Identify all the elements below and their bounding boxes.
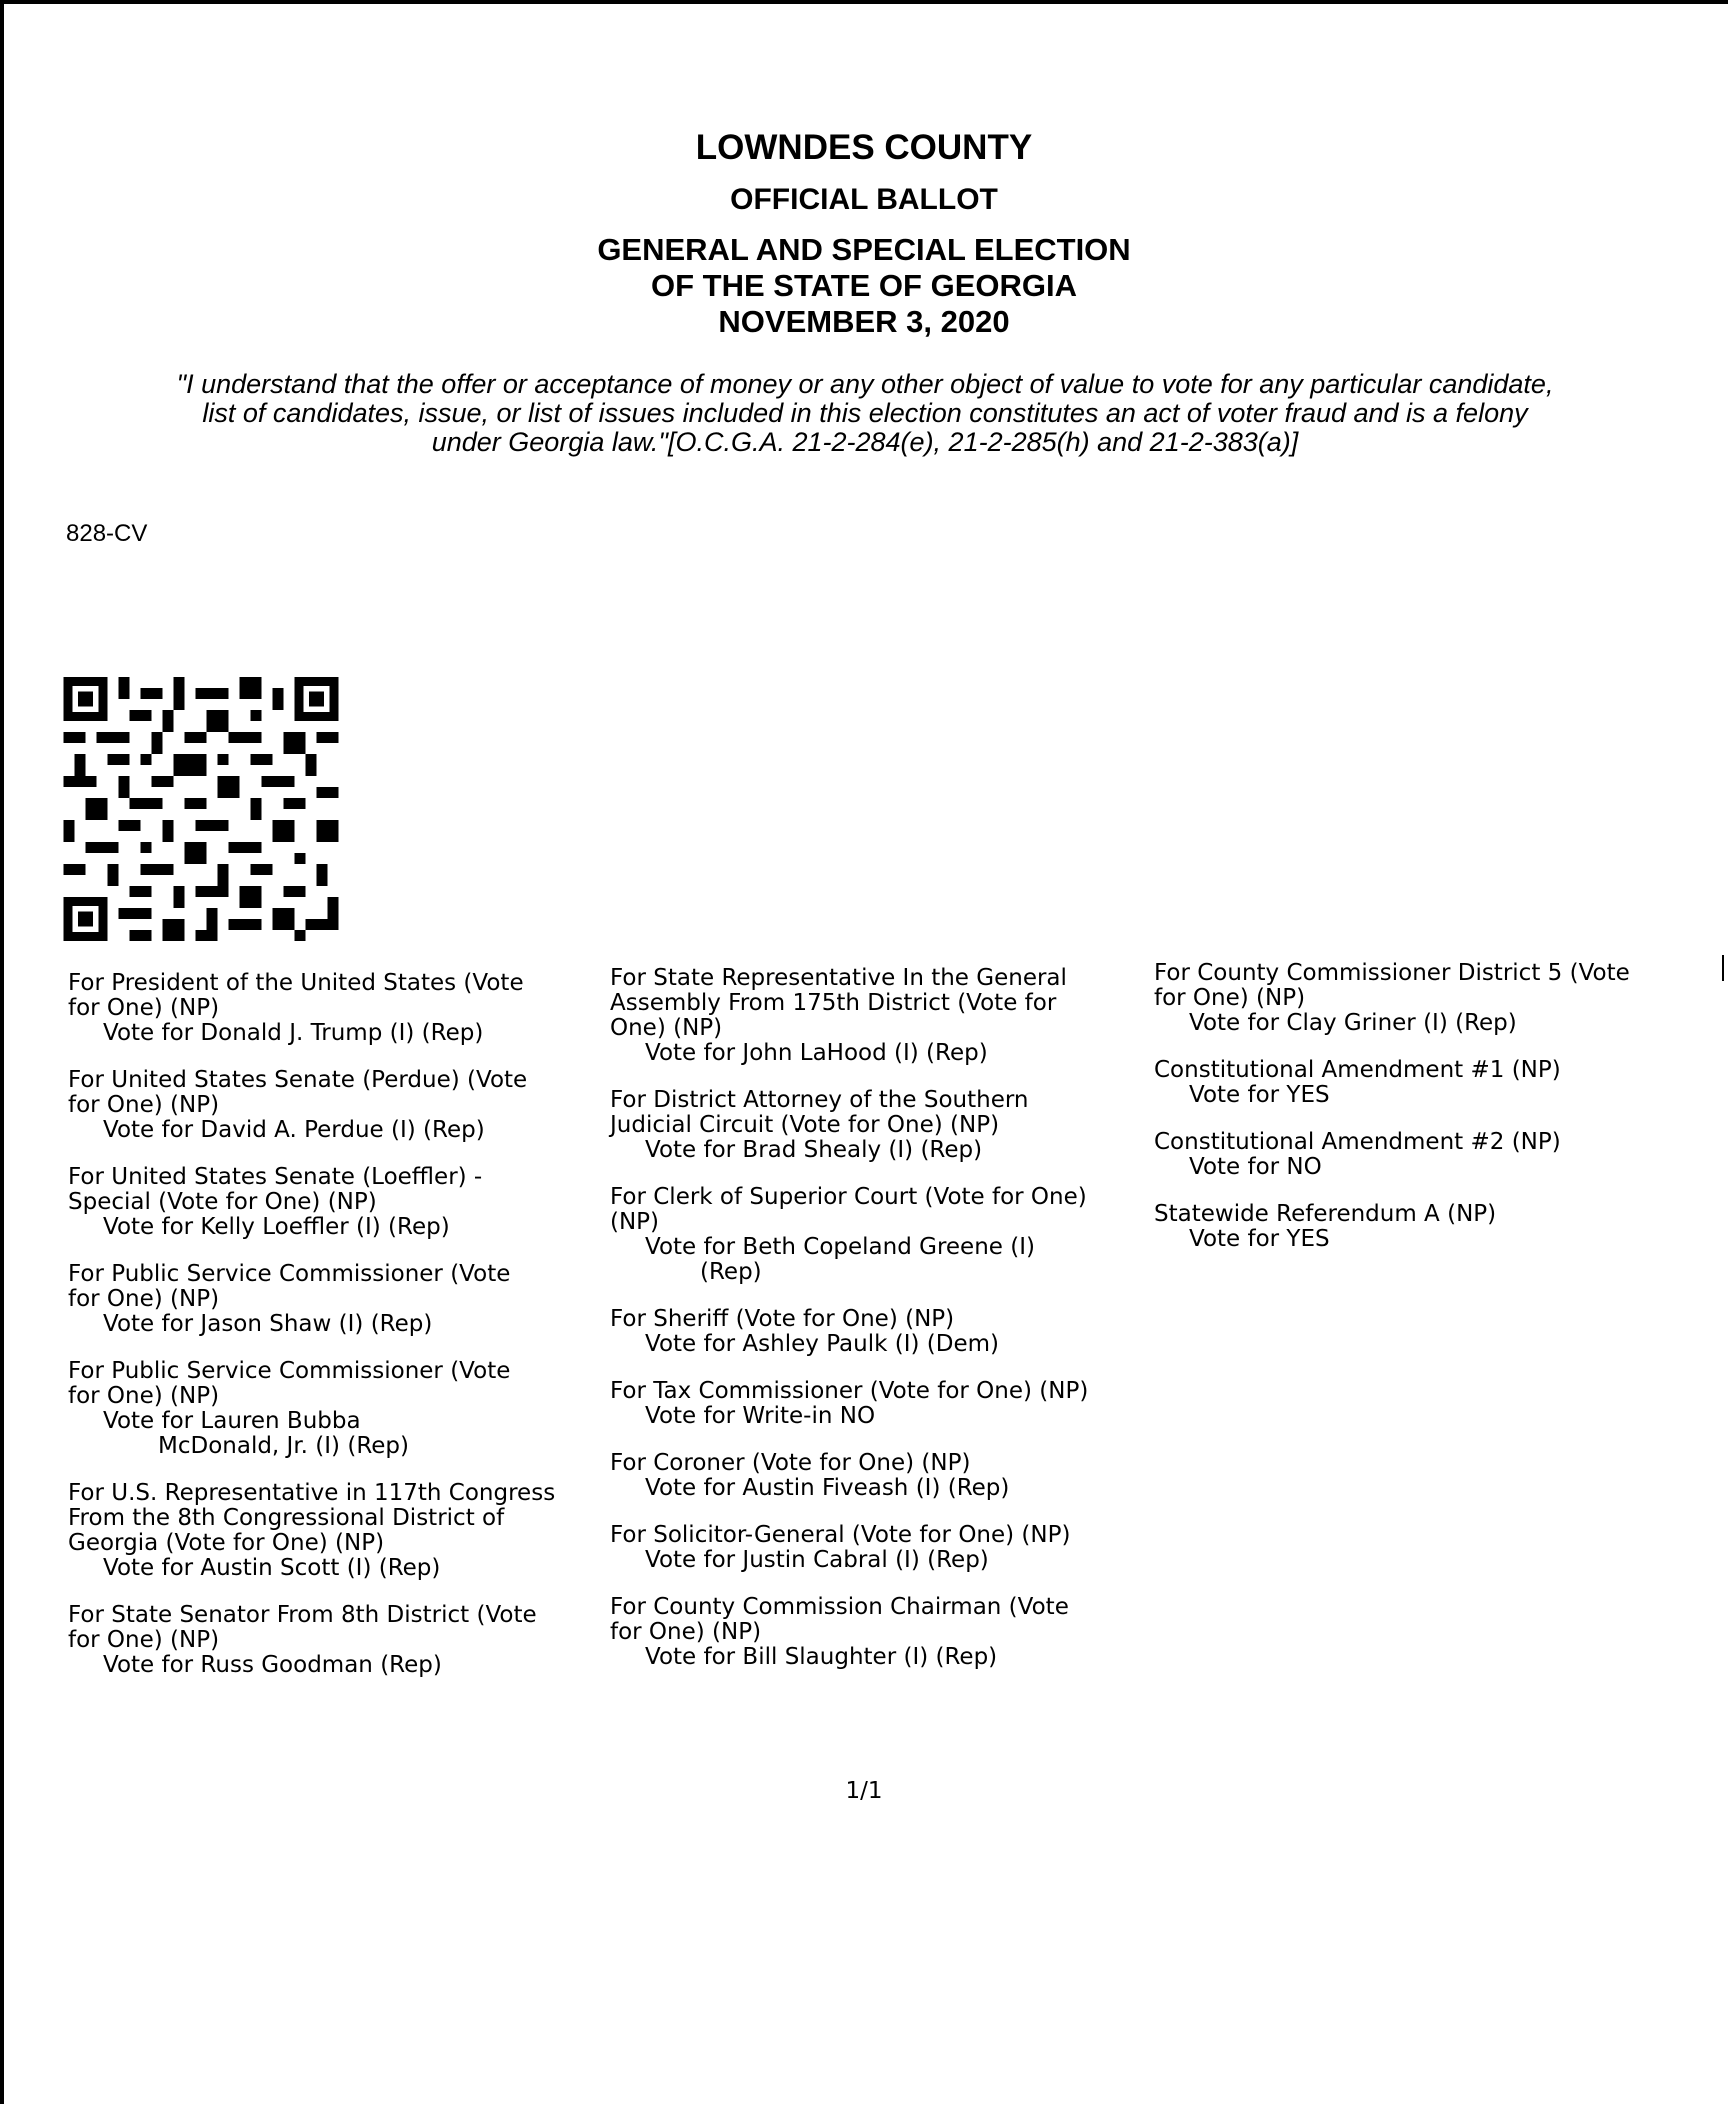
race-title-line: For State Representative In the General [610,965,1067,991]
race-title-line: For U.S. Representative in 117th Congress [68,1480,556,1506]
race-title-line: For Sheriff (Vote for One) (NP) [610,1306,955,1332]
race-title-line: Judicial Circuit (Vote for One) (NP) [610,1112,1000,1138]
race-selection [68,1165,608,1240]
vote-selection-line: Vote for Lauren Bubba [103,1408,361,1434]
ballot-style-code: 828-CV [66,520,148,547]
vote-selection-line: Vote for Ashley Paulk (I) (Dem) [645,1331,999,1357]
race-title-line: For District Attorney of the Southern [610,1087,1029,1113]
ballot-column-1 [68,971,608,1700]
election-title [0,232,1728,340]
race-selection [610,1595,1150,1670]
page-number: 1/1 [845,1778,883,1804]
vote-selection-line: Vote for Brad Shealy (I) (Rep) [645,1137,983,1163]
race-title-line: Constitutional Amendment #2 (NP) [1154,1129,1561,1155]
vote-selection-line: Vote for Austin Fiveash (I) (Rep) [645,1475,1010,1501]
race-title-line: For County Commission Chairman (Vote [610,1594,1069,1620]
race-title-line: For Solicitor-General (Vote for One) (NP) [610,1522,1071,1548]
race-selection [68,1068,608,1143]
race-selection [1154,1130,1724,1180]
notice-line-1: "I understand that the offer or acceptance of money or any other object of value to vote for any particular candidate, [176,369,1554,399]
vote-selection-line: Vote for Beth Copeland Greene (I) [645,1234,1035,1260]
race-selection [610,1307,1150,1357]
page-border-top [0,0,1728,4]
vote-selection-line: (Rep) [700,1259,762,1285]
notice-line-3: under Georgia law."[O.C.G.A. 21-2-284(e), 21-2-285(h) and 21-2-383(a)] [431,427,1299,457]
county-title: LOWNDES COUNTY [695,128,1033,167]
race-title-line: For President of the United States (Vote [68,970,524,996]
race-selection [610,1451,1150,1501]
ballot-type: OFFICIAL BALLOT [730,183,998,216]
race-title-line: For Clerk of Superior Court (Vote for One) [610,1184,1087,1210]
election-date: NOVEMBER 3, 2020 [718,304,1010,339]
race-title-line: for One) (NP) [610,1619,762,1645]
race-title-line: for One) (NP) [68,995,220,1021]
race-title-line: For Public Service Commissioner (Vote [68,1358,511,1384]
race-selection [68,1262,608,1337]
race-title-line: For Coroner (Vote for One) (NP) [610,1450,971,1476]
race-selection [1154,1058,1724,1108]
vote-selection-line: McDonald, Jr. (I) (Rep) [158,1433,409,1459]
race-title-line: Assembly From 175th District (Vote for [610,990,1057,1016]
race-title-line: for One) (NP) [1154,985,1306,1011]
race-title-line: For United States Senate (Loeffler) - [68,1164,483,1190]
vote-selection-line: Vote for Jason Shaw (I) (Rep) [103,1311,433,1337]
vote-selection-line: Vote for YES [1189,1082,1330,1108]
race-title-line: For State Senator From 8th District (Vote [68,1602,537,1628]
notice-line-2: list of candidates, issue, or list of issues included in this election constitutes an act of voter fraud and is a felony [202,398,1528,428]
vote-selection-line: Vote for David A. Perdue (I) (Rep) [103,1117,485,1143]
race-selection [610,1185,1150,1285]
race-selection [610,1379,1150,1429]
vote-selection-line: Vote for Write-in NO [645,1403,876,1429]
race-title-line: for One) (NP) [68,1092,220,1118]
race-title-line: For United States Senate (Perdue) (Vote [68,1067,528,1093]
edge-mark [1722,955,1724,981]
vote-selection-line: Vote for Clay Griner (I) (Rep) [1189,1010,1517,1036]
race-selection [68,1359,608,1459]
race-title-line: for One) (NP) [68,1627,220,1653]
ballot-column-2 [610,966,1150,1692]
race-selection [1154,961,1724,1036]
race-selection [610,1088,1150,1163]
race-selection [68,971,608,1046]
race-title-line: Special (Vote for One) (NP) [68,1189,377,1215]
ballot-column-3 [1154,961,1724,1274]
ballot-header [0,128,1728,340]
race-selection [68,1603,608,1678]
voter-fraud-notice [40,370,1690,457]
race-title-line: Statewide Referendum A (NP) [1154,1201,1497,1227]
vote-selection-line: Vote for Kelly Loeffler (I) (Rep) [103,1214,450,1240]
election-line-2: OF THE STATE OF GEORGIA [651,268,1077,303]
qr-code [63,677,339,941]
vote-selection-line: Vote for John LaHood (I) (Rep) [645,1040,988,1066]
race-title-line: Constitutional Amendment #1 (NP) [1154,1057,1561,1083]
race-title-line: For Tax Commissioner (Vote for One) (NP) [610,1378,1089,1404]
vote-selection-line: Vote for Donald J. Trump (I) (Rep) [103,1020,484,1046]
race-selection [610,966,1150,1066]
vote-selection-line: Vote for Bill Slaughter (I) (Rep) [645,1644,998,1670]
race-selection [1154,1202,1724,1252]
election-line-1: GENERAL AND SPECIAL ELECTION [597,232,1131,267]
vote-selection-line: Vote for NO [1189,1154,1322,1180]
race-title-line: for One) (NP) [68,1286,220,1312]
vote-selection-line: Vote for YES [1189,1226,1330,1252]
race-title-line: Georgia (Vote for One) (NP) [68,1530,385,1556]
race-title-line: for One) (NP) [68,1383,220,1409]
vote-selection-line: Vote for Austin Scott (I) (Rep) [103,1555,441,1581]
race-title-line: For County Commissioner District 5 (Vote [1154,960,1630,986]
race-title-line: For Public Service Commissioner (Vote [68,1261,511,1287]
race-title-line: (NP) [610,1209,660,1235]
race-selection [68,1481,608,1581]
vote-selection-line: Vote for Justin Cabral (I) (Rep) [645,1547,989,1573]
race-title-line: From the 8th Congressional District of [68,1505,505,1531]
race-selection [610,1523,1150,1573]
race-title-line: One) (NP) [610,1015,723,1041]
vote-selection-line: Vote for Russ Goodman (Rep) [103,1652,442,1678]
